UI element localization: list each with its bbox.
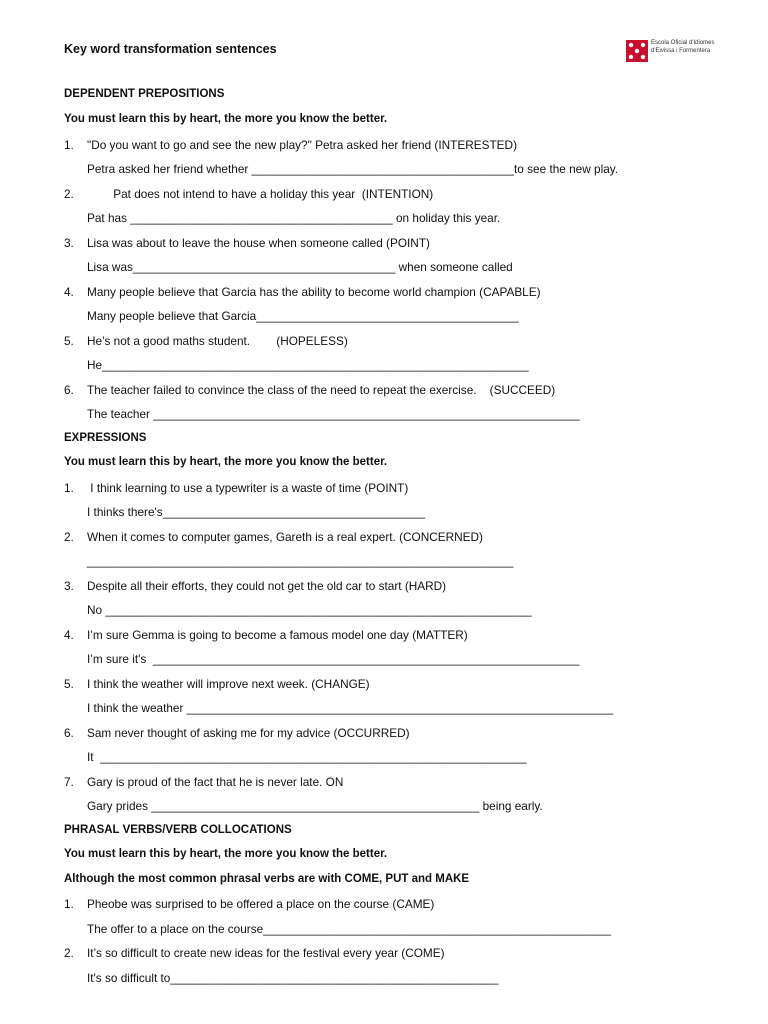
question-text: Lisa was about to leave the house when someone called (POINT) xyxy=(87,236,430,250)
item-number: 3. xyxy=(64,579,74,593)
answer-line[interactable]: The offer to a place on the course_____________________________________________________ xyxy=(87,922,611,936)
answer-line[interactable]: He_________________________________________________________________ xyxy=(87,358,529,372)
answer-line[interactable]: It's so difficult to__________________________________________________ xyxy=(87,971,499,985)
question-text: Pat does not intend to have a holiday this year (INTENTION) xyxy=(87,187,434,201)
answer-line[interactable]: I think the weather _________________________________________________________________ xyxy=(87,701,614,715)
item-number: 2. xyxy=(64,530,74,544)
document-title: Key word transformation sentences xyxy=(64,42,277,56)
question-text: Sam never thought of asking me for my advice (OCCURRED) xyxy=(87,726,410,740)
question-text: I’m sure Gemma is going to become a famous model one day (MATTER) xyxy=(87,628,468,642)
answer-line[interactable]: Gary prides __________________________________________________ being early. xyxy=(87,799,543,813)
item-number: 4. xyxy=(64,285,74,299)
question-text: Gary is proud of the fact that he is never late. ON xyxy=(87,775,344,789)
question-text: It’s so difficult to create new ideas for the festival every year (COME) xyxy=(87,946,445,960)
section-heading: DEPENDENT PREPOSITIONS xyxy=(64,88,225,100)
answer-line[interactable]: It _________________________________________________________________ xyxy=(87,750,527,764)
question-text: I think learning to use a typewriter is a waste of time (POINT) xyxy=(87,481,409,495)
answer-line[interactable]: I’m sure it's _________________________________________________________________ xyxy=(87,652,580,666)
item-number: 5. xyxy=(64,334,74,348)
logo-icon xyxy=(626,40,648,62)
question-text: He’s not a good maths student. (HOPELESS) xyxy=(87,334,348,348)
answer-line[interactable]: _________________________________________________________________ xyxy=(87,554,514,568)
question-text: "Do you want to go and see the new play?" Petra asked her friend (INTERESTED) xyxy=(87,138,517,152)
question-text: When it comes to computer games, Gareth is a real expert. (CONCERNED) xyxy=(87,530,483,544)
section-heading: PHRASAL VERBS/VERB COLLOCATIONS xyxy=(64,824,292,836)
answer-line[interactable]: No _________________________________________________________________ xyxy=(87,603,532,617)
item-number: 2. xyxy=(64,187,74,201)
school-logo xyxy=(626,40,715,62)
answer-line[interactable]: I thinks there's________________________________________ xyxy=(87,505,426,519)
answer-line[interactable]: Lisa was________________________________________ when someone called xyxy=(87,260,513,274)
logo-line-1: Escola Oficial d'Idiomes xyxy=(651,40,715,46)
section-heading: EXPRESSIONS xyxy=(64,432,147,444)
section-note: You must learn this by heart, the more you know the better. xyxy=(64,113,388,125)
question-text: Pheobe was surprised to be offered a place on the course (CAME) xyxy=(87,897,435,911)
section-note: Although the most common phrasal verbs are with COME, PUT and MAKE xyxy=(64,873,470,885)
item-number: 7. xyxy=(64,775,74,789)
item-number: 1. xyxy=(64,897,74,911)
question-text: I think the weather will improve next week. (CHANGE) xyxy=(87,677,370,691)
item-number: 5. xyxy=(64,677,74,691)
item-number: 1. xyxy=(64,138,74,152)
item-number: 6. xyxy=(64,726,74,740)
answer-line[interactable]: Many people believe that Garcia________________________________________ xyxy=(87,309,519,323)
section-note: You must learn this by heart, the more you know the better. xyxy=(64,848,388,860)
item-number: 4. xyxy=(64,628,74,642)
logo-line-2: d'Eivissa i Formentera xyxy=(651,47,711,54)
question-text: The teacher failed to convince the class of the need to repeat the exercise. (SUCCEED) xyxy=(87,383,556,397)
question-text: Many people believe that Garcia has the ability to become world champion (CAPABLE) xyxy=(87,285,541,299)
answer-line[interactable]: The teacher _________________________________________________________________ xyxy=(87,407,580,421)
item-number: 2. xyxy=(64,946,74,960)
item-number: 6. xyxy=(64,383,74,397)
answer-line[interactable]: Petra asked her friend whether ________________________________________to see the new play. xyxy=(87,162,619,176)
item-number: 1. xyxy=(64,481,74,495)
item-number: 3. xyxy=(64,236,74,250)
answer-line[interactable]: Pat has ________________________________________ on holiday this year. xyxy=(87,211,501,225)
question-text: Despite all their efforts, they could not get the old car to start (HARD) xyxy=(87,579,447,593)
logo-text xyxy=(651,40,715,55)
section-note: You must learn this by heart, the more you know the better. xyxy=(64,456,388,468)
